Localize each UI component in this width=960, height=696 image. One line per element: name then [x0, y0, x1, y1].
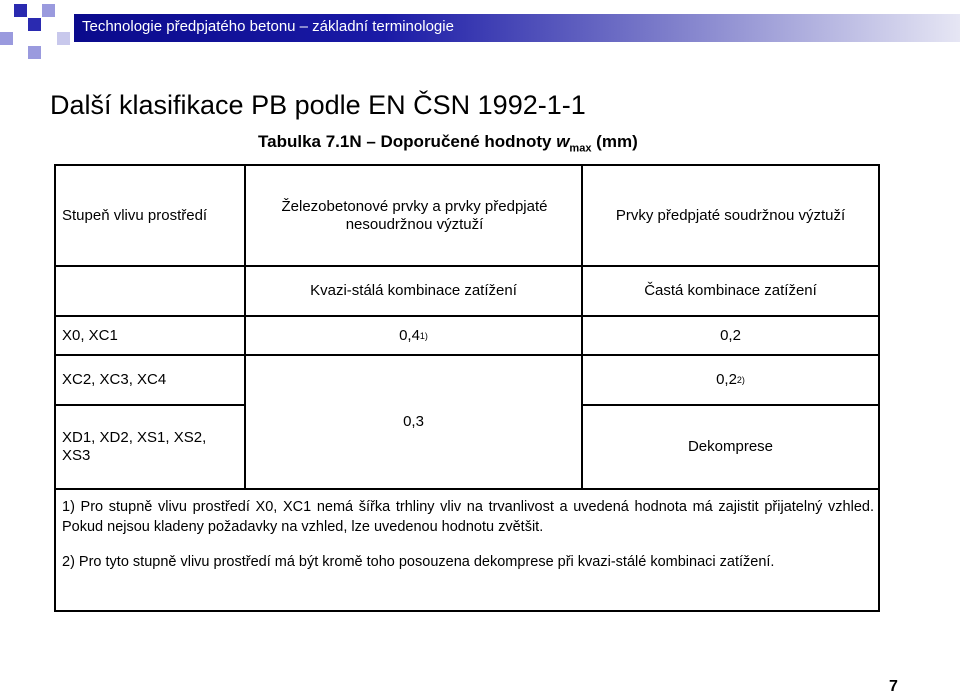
table-border	[54, 610, 880, 612]
footnote-ref: 1)	[419, 330, 428, 341]
row-value: Dekomprese	[687, 438, 774, 455]
table-caption	[258, 132, 638, 154]
slide-title: Další klasifikace PB podle EN ČSN 1992-1-1	[50, 90, 586, 120]
row-value	[583, 356, 878, 404]
footnote-ref: 2)	[736, 375, 745, 385]
header-banner	[74, 14, 960, 42]
row-class: XC2, XC3, XC4	[62, 371, 167, 388]
row-class: X0, XC1	[62, 326, 118, 344]
table-border	[54, 164, 56, 612]
caption-prefix: Tabulka 7.1N – Doporučené hodnoty	[258, 132, 557, 151]
header-rc-unbonded: Železobetonové prvky a prvky předpjaté nesoudržnou výztuží	[281, 197, 548, 233]
value-text: 0,2	[716, 371, 737, 388]
decor-square	[57, 32, 70, 45]
table-border	[878, 164, 880, 612]
decor-square	[14, 4, 27, 17]
decor-square	[0, 32, 13, 45]
header-title: Technologie předpjatého betonu – základní terminologie	[82, 18, 454, 35]
subheader-frequent: Častá kombinace zatížení	[644, 282, 817, 299]
caption-sub: max	[569, 142, 592, 155]
header-bonded: Prvky předpjaté soudržnou výztuží	[615, 206, 846, 224]
row-value	[246, 317, 581, 354]
table-divider	[54, 488, 880, 490]
decor-square	[28, 18, 41, 31]
page-number: 7	[889, 678, 898, 695]
table-notes	[62, 497, 874, 587]
subheader-quasi-permanent: Kvazi-stálá kombinace zatížení	[310, 282, 517, 299]
caption-suffix: (mm)	[591, 132, 638, 151]
row-value-merged: 0,3	[403, 413, 424, 430]
decor-square	[42, 4, 55, 17]
note-1: 1) Pro stupně vlivu prostředí X0, XC1 nemá šířka trhliny vliv na trvanlivost a uvedená hodnota má zajistit přijatelný vzhled. Pokud nejsou kladeny požadavky na vzhled, lze uvedenou hodnotu zvětšit.	[62, 499, 874, 535]
caption-w: w	[556, 132, 570, 151]
row-value: 0,2	[720, 326, 741, 344]
decor-square	[28, 46, 41, 59]
value-text: 0,4	[399, 326, 420, 344]
note-2: 2) Pro tyto stupně vlivu prostředí má být kromě toho posouzena dekomprese při kvazi-stálé kombinaci zatížení.	[62, 554, 775, 570]
header-environment-class: Stupeň vlivu prostředí	[62, 206, 208, 224]
row-class: XD1, XD2, XS1, XS2, XS3	[62, 429, 207, 464]
